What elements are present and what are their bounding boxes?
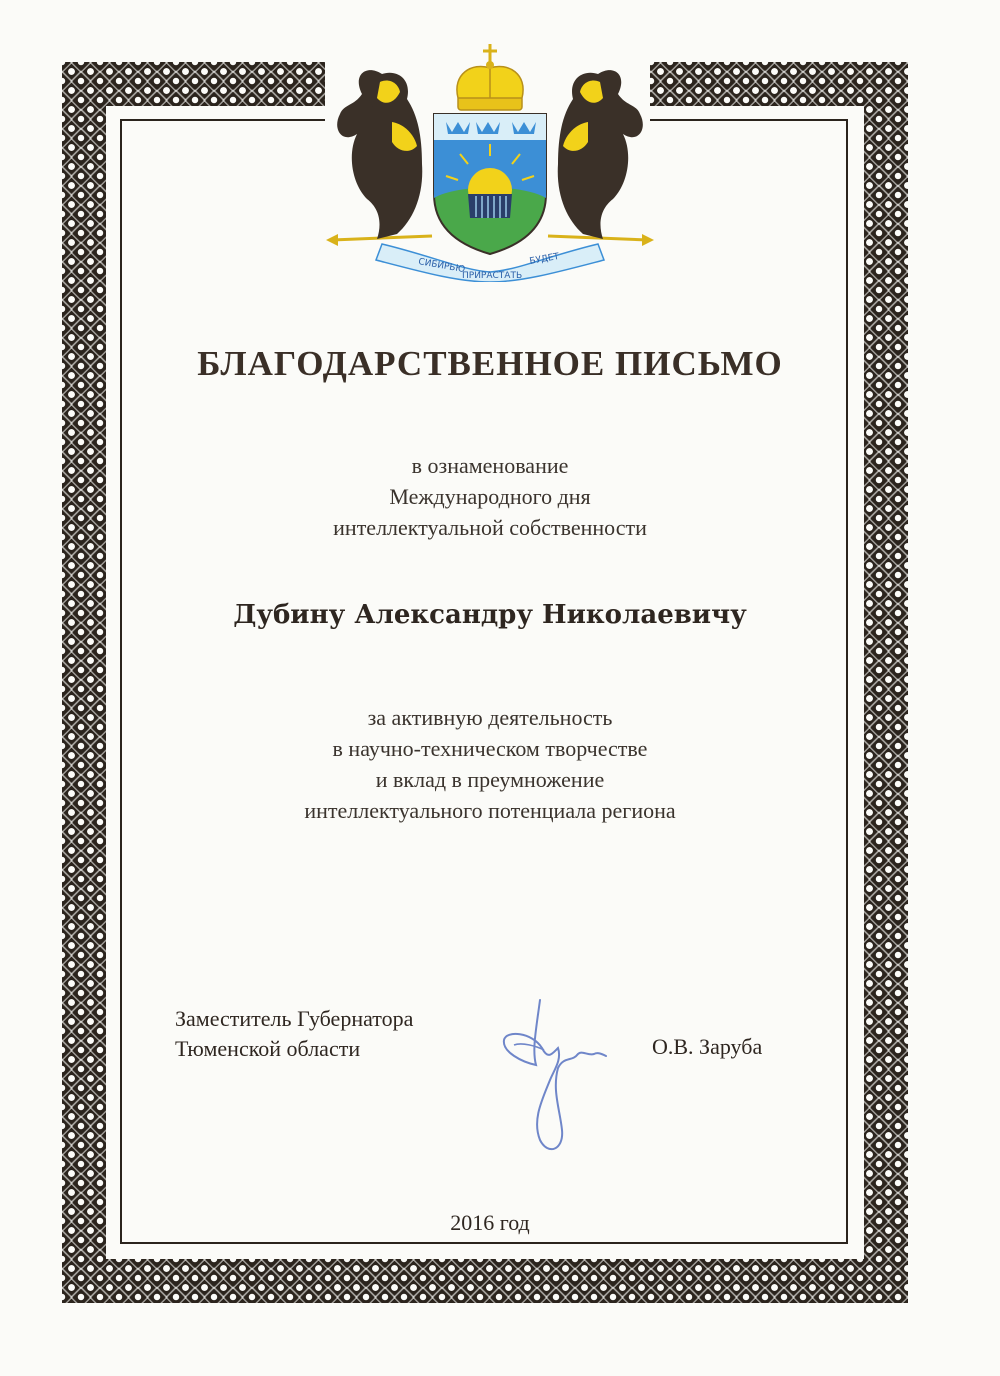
reason-text — [120, 702, 860, 826]
reason-line: интеллектуального потенциала региона — [304, 798, 676, 823]
signatory-role-line: Заместитель Губернатора — [175, 1006, 414, 1031]
motto-word-3: БУДЕТ — [528, 251, 560, 267]
tyumen-coat-of-arms-icon — [322, 34, 658, 282]
shield-icon — [434, 114, 546, 254]
recipient-name: Дубину Александру Николаевичу — [233, 600, 747, 630]
issue-year: 2016 год — [450, 1210, 530, 1235]
occasion-text — [120, 450, 860, 543]
crown-icon — [457, 44, 523, 110]
right-sable-supporter — [558, 70, 643, 239]
document-title: БЛАГОДАРСТВЕННОЕ ПИСЬМО — [197, 344, 783, 383]
signatory-name: О.В. Заруба — [652, 1034, 763, 1059]
reason-line: и вклад в преумножение — [375, 767, 605, 792]
signatory-role-line: Тюменской области — [175, 1036, 361, 1061]
motto-word-1: СИБИРЬЮ — [417, 257, 466, 276]
handwritten-signature — [492, 990, 612, 1160]
occasion-line: Международного дня — [389, 484, 591, 509]
reason-line: за активную деятельность — [367, 705, 613, 730]
reason-line: в научно-техническом творчестве — [332, 736, 648, 761]
left-sable-supporter — [337, 70, 422, 239]
occasion-line: интеллектуальной собственности — [333, 515, 647, 540]
motto-word-2: ПРИРАСТАТЬ — [462, 271, 523, 281]
occasion-line: в ознаменование — [411, 453, 569, 478]
inner-frame-rule — [120, 119, 848, 1244]
signatory-role — [175, 1004, 413, 1064]
